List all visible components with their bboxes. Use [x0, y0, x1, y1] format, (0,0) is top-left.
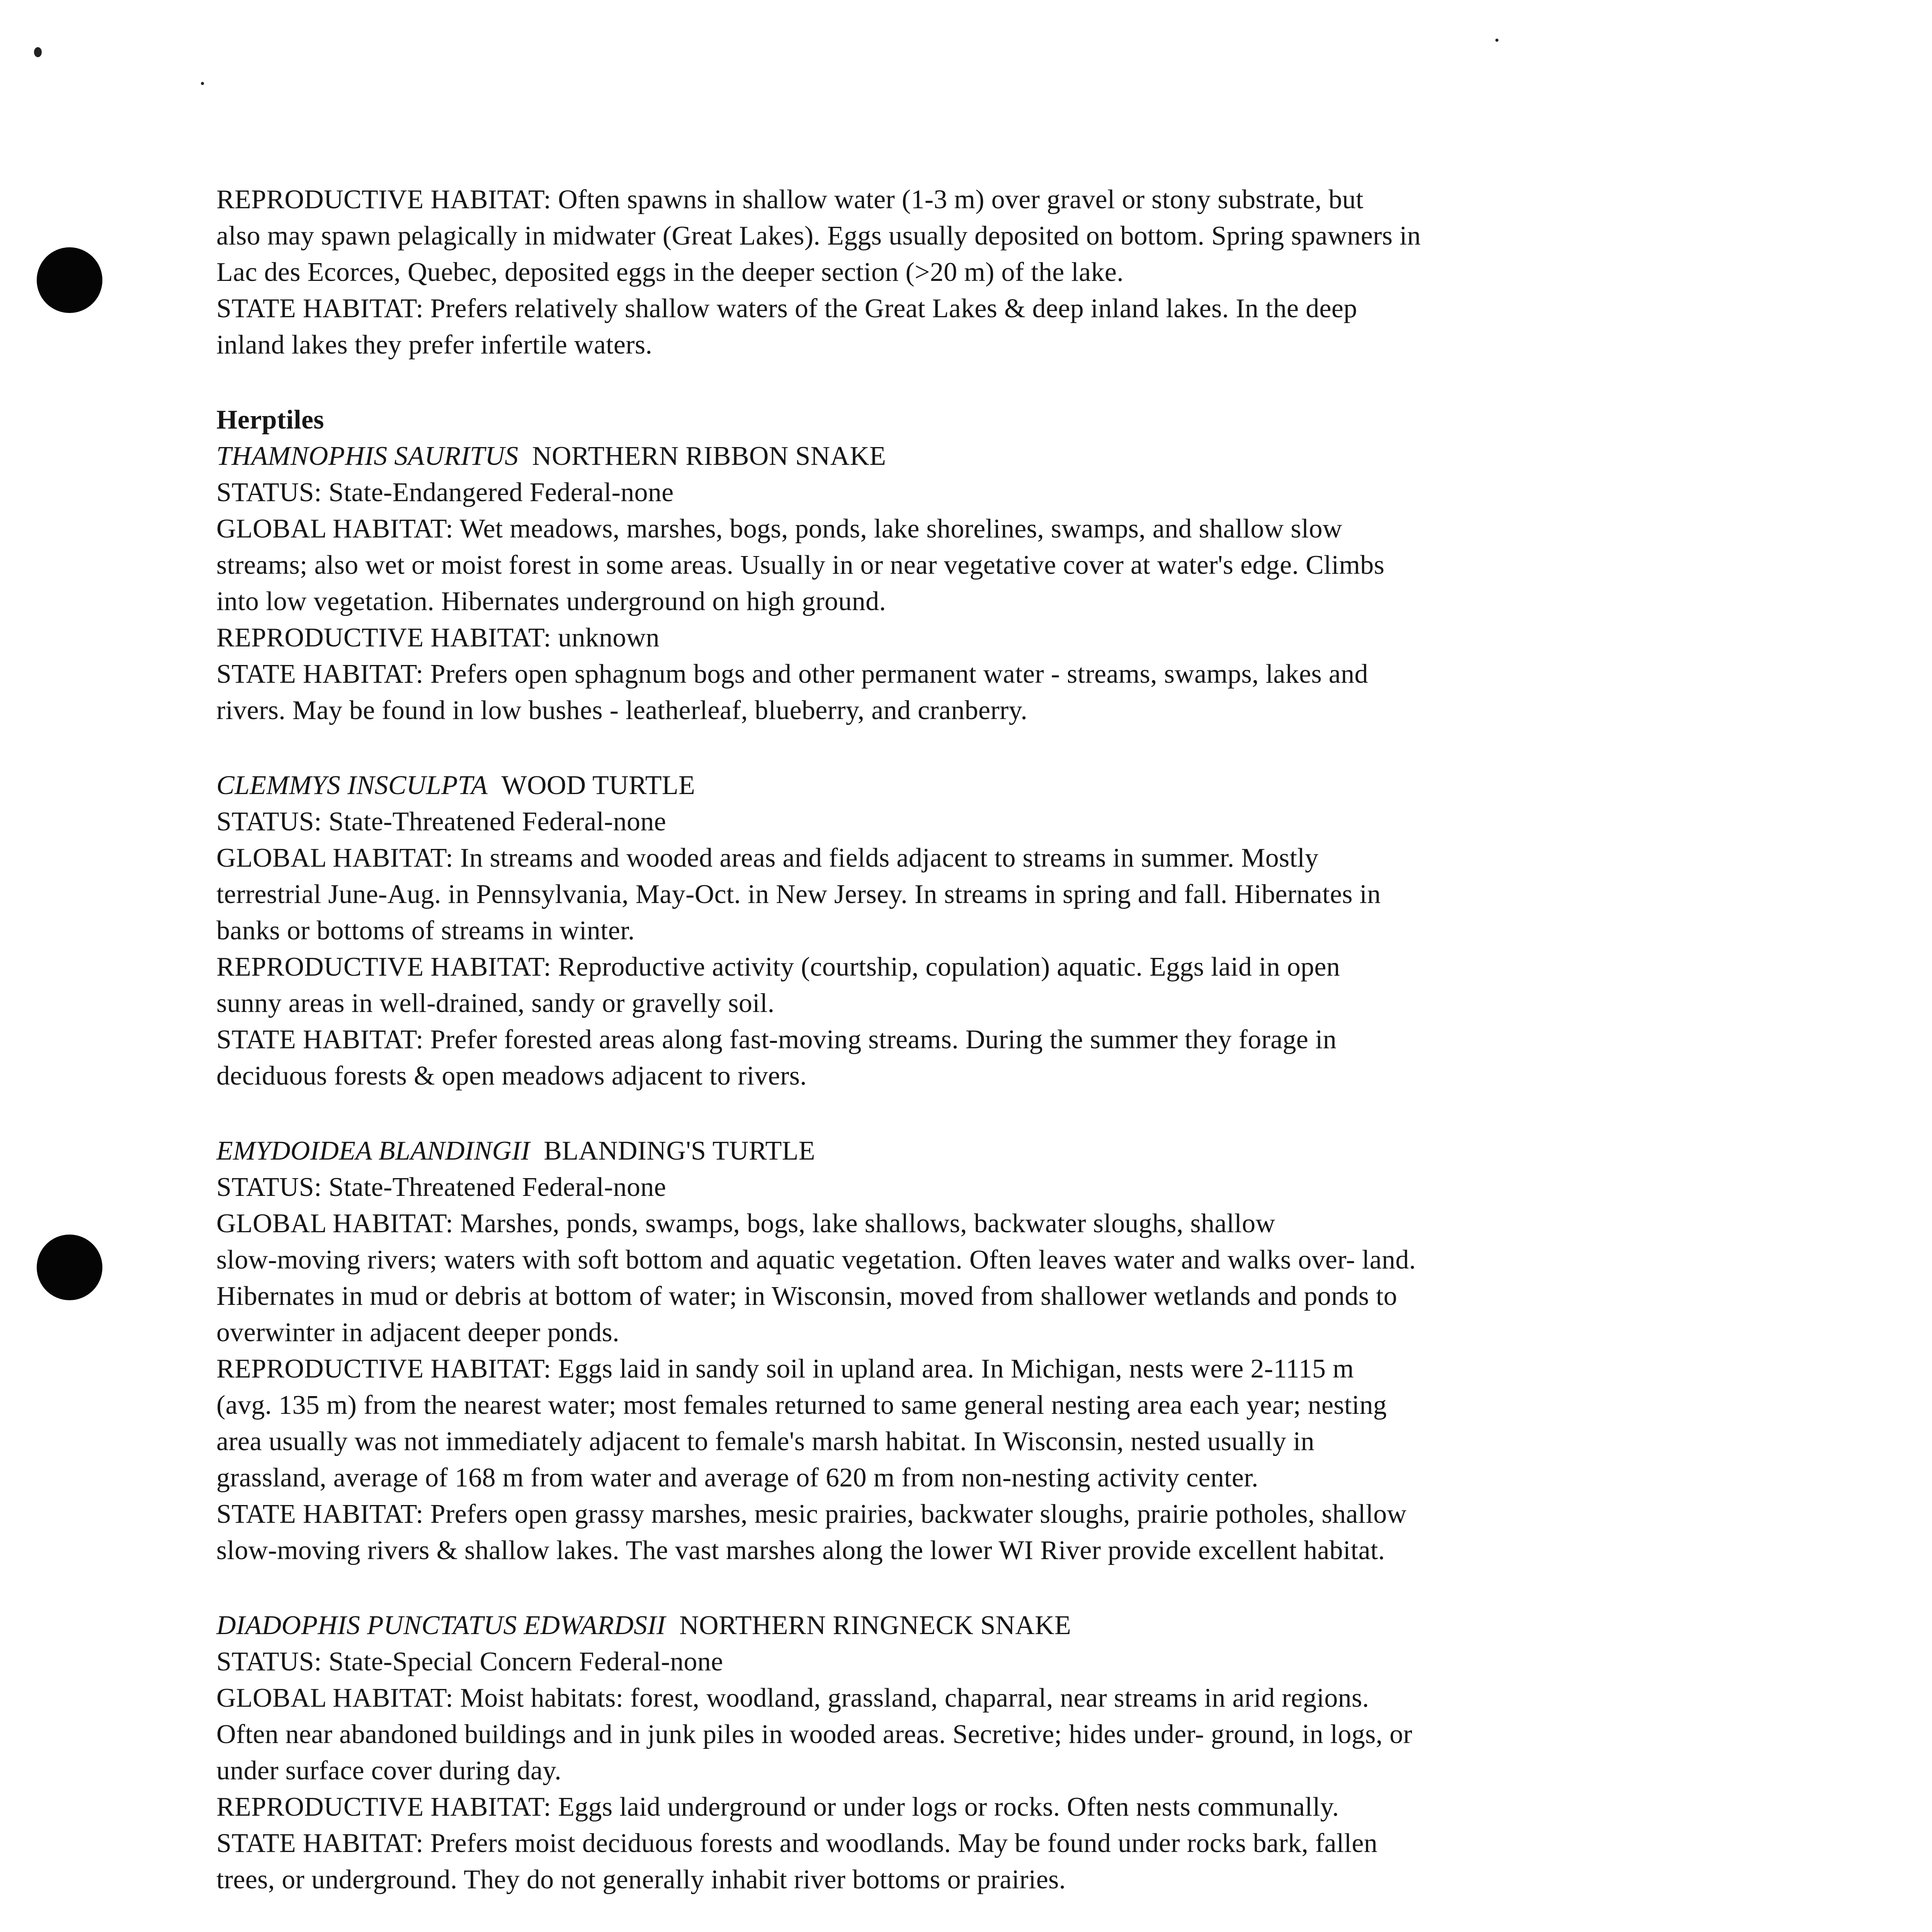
- body-line: GLOBAL HABITAT: In streams and wooded areas and fields adjacent to streams in summer. Mostly: [216, 843, 1319, 873]
- body-line: REPRODUCTIVE HABITAT: unknown: [216, 623, 660, 653]
- species-title: [216, 767, 1762, 804]
- common-name: BLANDING'S TURTLE: [544, 1136, 815, 1166]
- body-line: (avg. 135 m) from the nearest water; most females returned to same general nesting area each year; nesting: [216, 1390, 1387, 1420]
- species-entry: [216, 767, 1762, 1094]
- scientific-name: EMYDOIDEA BLANDINGII: [216, 1136, 530, 1166]
- common-name: WOOD TURTLE: [501, 770, 695, 800]
- species-title: [216, 1607, 1762, 1644]
- species-entry: [216, 438, 1762, 729]
- body-line: REPRODUCTIVE HABITAT: Eggs laid in sandy soil in upland area. In Michigan, nests were 2-1115 m: [216, 1354, 1354, 1384]
- body-line: STATE HABITAT: Prefers moist deciduous forests and woodlands. May be found under rocks bark, fallen: [216, 1828, 1378, 1858]
- body-line: REPRODUCTIVE HABITAT: Eggs laid underground or under logs or rocks. Often nests communally.: [216, 1792, 1339, 1822]
- body-line: grassland, average of 168 m from water and average of 620 m from non-nesting activity center.: [216, 1463, 1259, 1493]
- body-line: slow-moving rivers & shallow lakes. The vast marshes along the lower WI River provide excellent habitat.: [216, 1536, 1385, 1565]
- common-name: NORTHERN RIBBON SNAKE: [532, 441, 886, 471]
- page-body: [216, 182, 1762, 1932]
- body-line: REPRODUCTIVE HABITAT: Often spawns in shallow water (1-3 m) over gravel or stony substrate, but: [216, 185, 1364, 214]
- body-line: REPRODUCTIVE HABITAT: Reproductive activity (courtship, copulation) aquatic. Eggs laid in open: [216, 952, 1340, 982]
- species-title: [216, 1133, 1762, 1169]
- body-line: GLOBAL HABITAT: Marshes, ponds, swamps, bogs, lake shallows, backwater sloughs, shallow: [216, 1209, 1276, 1238]
- body-line: Often near abandoned buildings and in junk piles in wooded areas. Secretive; hides under- ground, in logs, or: [216, 1719, 1412, 1749]
- common-name: NORTHERN RINGNECK SNAKE: [679, 1611, 1071, 1640]
- body-line: STATE HABITAT: Prefers relatively shallow waters of the Great Lakes & deep inland lakes. In the deep: [216, 294, 1357, 323]
- scientific-name: CLEMMYS INSCULPTA: [216, 770, 488, 800]
- spacer: [216, 1898, 1762, 1932]
- body-line: STATE HABITAT: Prefers open grassy marshes, mesic prairies, backwater sloughs, prairie potholes, shallow: [216, 1499, 1407, 1529]
- body-line: overwinter in adjacent deeper ponds.: [216, 1318, 619, 1347]
- body-line: sunny areas in well-drained, sandy or gravelly soil.: [216, 988, 775, 1018]
- body-line: into low vegetation. Hibernates underground on high ground.: [216, 587, 886, 616]
- species-entry: [216, 1133, 1762, 1569]
- intro-block: [216, 182, 1762, 363]
- body-line: terrestrial June-Aug. in Pennsylvania, May-Oct. in New Jersey. In streams in spring and fall. Hibernates in: [216, 879, 1381, 909]
- spacer: [216, 729, 1762, 767]
- scientific-name: THAMNOPHIS SAURITUS: [216, 441, 519, 471]
- spacer: [216, 1569, 1762, 1607]
- body-line: inland lakes they prefer infertile waters.: [216, 330, 653, 360]
- body-line: streams; also wet or moist forest in some areas. Usually in or near vegetative cover at water's edge. Climbs: [216, 550, 1385, 580]
- body-line: slow-moving rivers; waters with soft bottom and aquatic vegetation. Often leaves water and walks over- land.: [216, 1245, 1416, 1275]
- body-line: Lac des Ecorces, Quebec, deposited eggs in the deeper section (>20 m) of the lake.: [216, 257, 1124, 287]
- spacer: [216, 1094, 1762, 1133]
- body-line: STATUS: State-Endangered Federal-none: [216, 478, 674, 507]
- species-title: [216, 438, 1762, 474]
- scientific-name: DIADOPHIS PUNCTATUS EDWARDSII: [216, 1611, 666, 1640]
- body-line: also may spawn pelagically in midwater (Great Lakes). Eggs usually deposited on bottom. Spring spawners in: [216, 221, 1421, 251]
- body-line: area usually was not immediately adjacent to female's marsh habitat. In Wisconsin, nested usually in: [216, 1427, 1315, 1456]
- body-line: deciduous forests & open meadows adjacent to rivers.: [216, 1061, 807, 1091]
- body-line: rivers. May be found in low bushes - leatherleaf, blueberry, and cranberry.: [216, 696, 1028, 725]
- punch-hole-top: [37, 247, 102, 313]
- body-line: GLOBAL HABITAT: Moist habitats: forest, woodland, grassland, chaparral, near streams in arid regions.: [216, 1683, 1369, 1713]
- body-line: under surface cover during day.: [216, 1756, 561, 1786]
- spacer: [216, 363, 1762, 402]
- species-entry: [216, 1607, 1762, 1898]
- body-line: Hibernates in mud or debris at bottom of water; in Wisconsin, moved from shallower wetlands and ponds to: [216, 1281, 1397, 1311]
- scan-speck: [201, 82, 204, 85]
- scan-speck: [34, 47, 42, 57]
- section-heading: Herptiles: [216, 405, 324, 435]
- body-line: GLOBAL HABITAT: Wet meadows, marshes, bogs, ponds, lake shorelines, swamps, and shallow slow: [216, 514, 1342, 544]
- body-line: STATE HABITAT: Prefers open sphagnum bogs and other permanent water - streams, swamps, lakes and: [216, 659, 1368, 689]
- body-line: banks or bottoms of streams in winter.: [216, 916, 635, 946]
- body-line: STATE HABITAT: Prefer forested areas along fast-moving streams. During the summer they forage in: [216, 1025, 1337, 1054]
- body-line: trees, or underground. They do not generally inhabit river bottoms or prairies.: [216, 1865, 1066, 1895]
- scan-speck: [1495, 39, 1498, 42]
- body-line: STATUS: State-Threatened Federal-none: [216, 807, 667, 837]
- body-line: STATUS: State-Special Concern Federal-none: [216, 1647, 723, 1677]
- body-line: STATUS: State-Threatened Federal-none: [216, 1172, 667, 1202]
- punch-hole-middle: [37, 1235, 102, 1300]
